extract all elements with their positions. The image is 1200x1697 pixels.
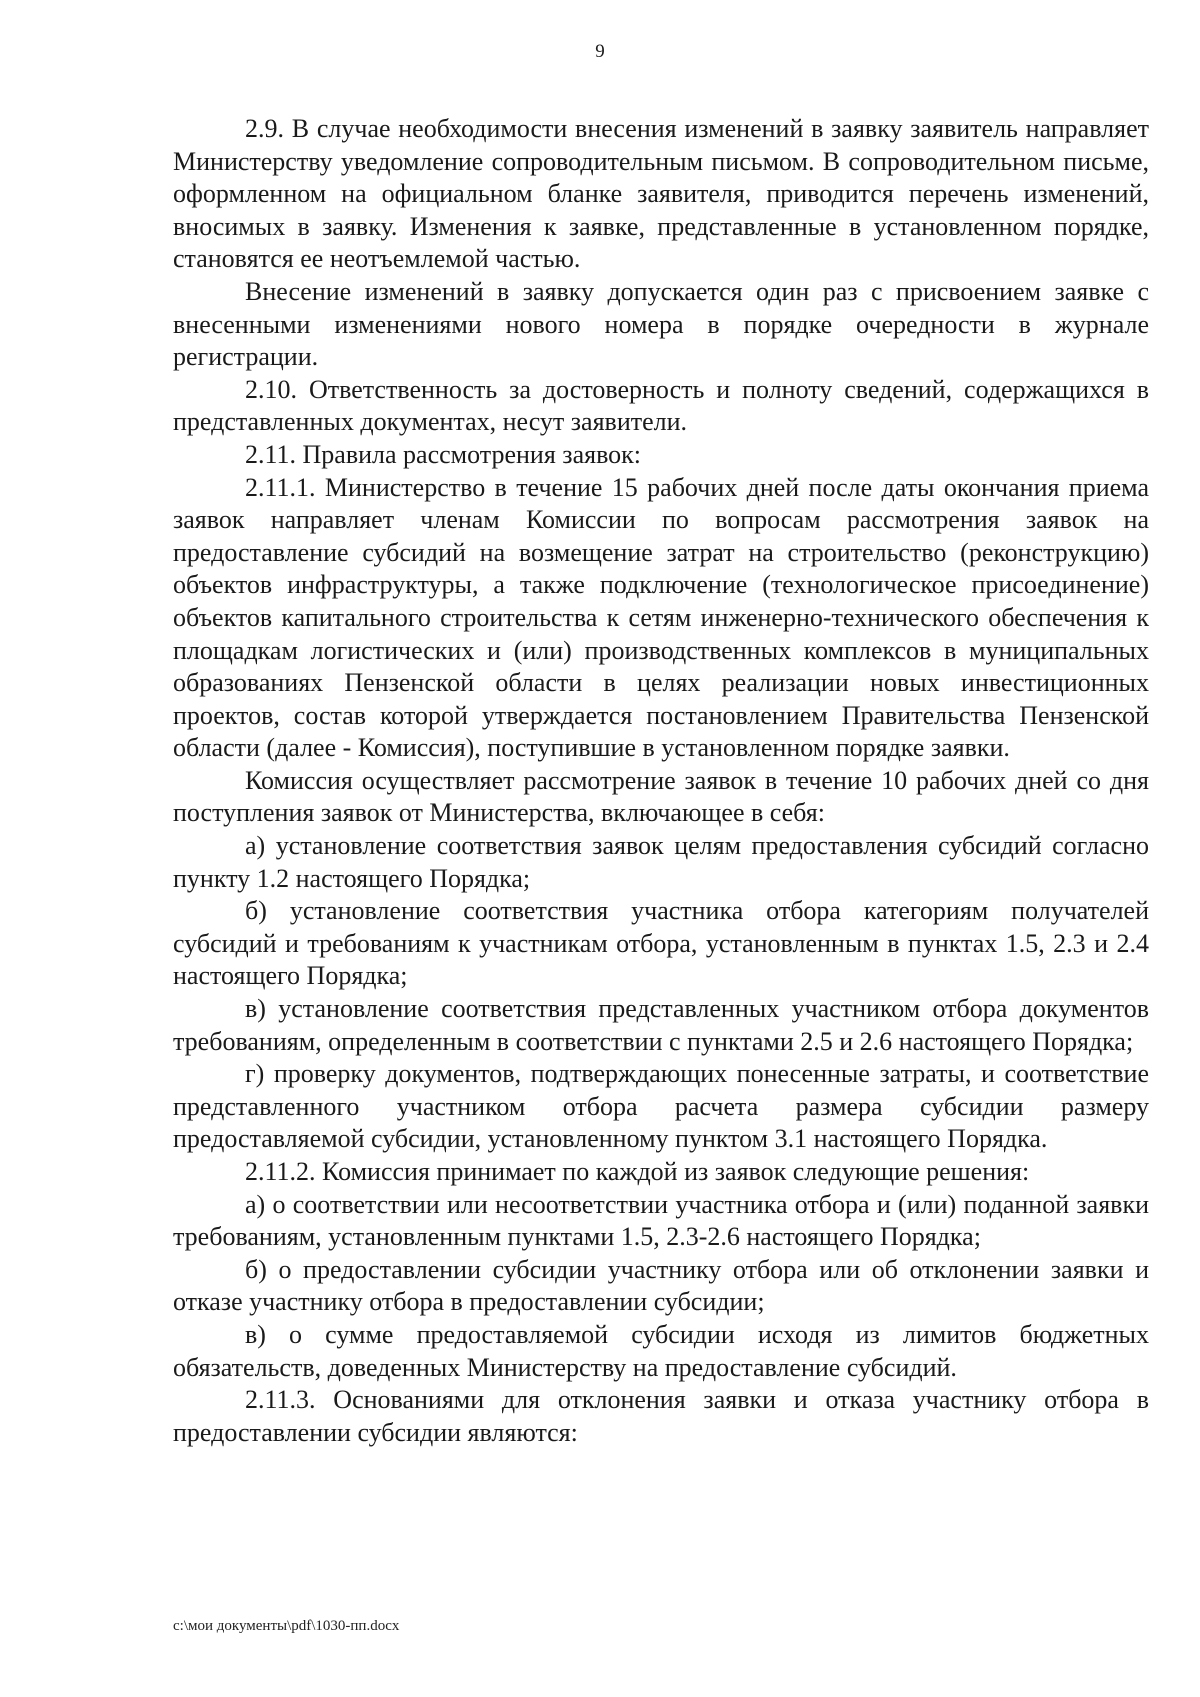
paragraph-2-11-2: 2.11.2. Комиссия принимает по каждой из заявок следующие решения: <box>245 1157 1030 1186</box>
paragraph-item-g: г) проверку документов, подтверждающих понесенные затраты, и соответствие представленного участником отбора расчета размера субсидии размеру предоставляемой субсидии, установленному пунктом 3.1 настоящего Порядка. <box>173 1059 1149 1154</box>
document-body <box>173 113 1149 1449</box>
paragraph-item-v: в) установление соответствия представленных участником отбора документов требованиям, определенным в соответствии с пунктами 2.5 и 2.6 настоящего Порядка; <box>173 994 1149 1056</box>
footer-file-path: c:\мои документы\pdf\1030-пп.docx <box>173 1618 400 1634</box>
paragraph-2-10: 2.10. Ответственность за достоверность и полноту сведений, содержащихся в представленных документах, несут заявители. <box>173 374 1149 437</box>
paragraph-decision-v: в) о сумме предоставляемой субсидии исходя из лимитов бюджетных обязательств, доведенных Министерству на предоставление субсидий. <box>173 1319 1149 1382</box>
paragraph-decision-b: б) о предоставлении субсидии участнику отбора или об отклонении заявки и отказе участнику отбора в предоставлении субсидии; <box>173 1254 1149 1317</box>
paragraph-2-9-changes: Внесение изменений в заявку допускается один раз с присвоением заявке с внесенными изменениями нового номера в порядке очередности в журнале регистрации. <box>173 276 1149 372</box>
paragraph-2-9: 2.9. В случае необходимости внесения изменений в заявку заявитель направляет Министерству уведомление сопроводительным письмом. В сопроводительном письме, оформленном на официальном бланке заявителя, приводится перечень изменений, вносимых в заявку. Изменения к заявке, представленные в установленном порядке, становятся ее неотъемлемой частью. <box>173 114 1149 274</box>
page-number: 9 <box>595 41 605 62</box>
paragraph-decision-a: а) о соответствии или несоответствии участника отбора и (или) поданной заявки требованиям, установленным пунктами 1.5, 2.3-2.6 настоящего Порядка; <box>173 1189 1149 1252</box>
paragraph-commission-review: Комиссия осуществляет рассмотрение заявок в течение 10 рабочих дней со дня поступления заявок от Министерства, включающее в себя: <box>173 765 1149 828</box>
paragraph-2-11-1: 2.11.1. Министерство в течение 15 рабочих дней после даты окончания приема заявок направляет членам Комиссии по вопросам рассмотрения заявок на предоставление субсидий на возмещение затрат на строительство (реконструкцию) объектов инфраструктуры, а также подключение (технологическое присоединение) объектов капитального строительства к сетям инженерно-технического обеспечения к площадкам логистических и (или) производственных комплексов в муниципальных образованиях Пензенской области в целях реализации новых инвестиционных проектов, состав которой утверждается постановлением Правительства Пензенской области (далее - Комиссия), поступившие в установленном порядке заявки. <box>173 472 1149 763</box>
paragraph-2-11: 2.11. Правила рассмотрения заявок: <box>245 439 642 469</box>
paragraph-2-11-3: 2.11.3. Основаниями для отклонения заявки и отказа участнику отбора в предоставлении субсидии являются: <box>173 1385 1149 1447</box>
paragraph-item-a: а) установление соответствия заявок целям предоставления субсидий согласно пункту 1.2 настоящего Порядка; <box>173 831 1149 893</box>
paragraph-item-b: б) установление соответствия участника отбора категориям получателей субсидий и требованиям к участникам отбора, установленным в пунктах 1.5, 2.3 и 2.4 настоящего Порядка; <box>173 896 1149 991</box>
